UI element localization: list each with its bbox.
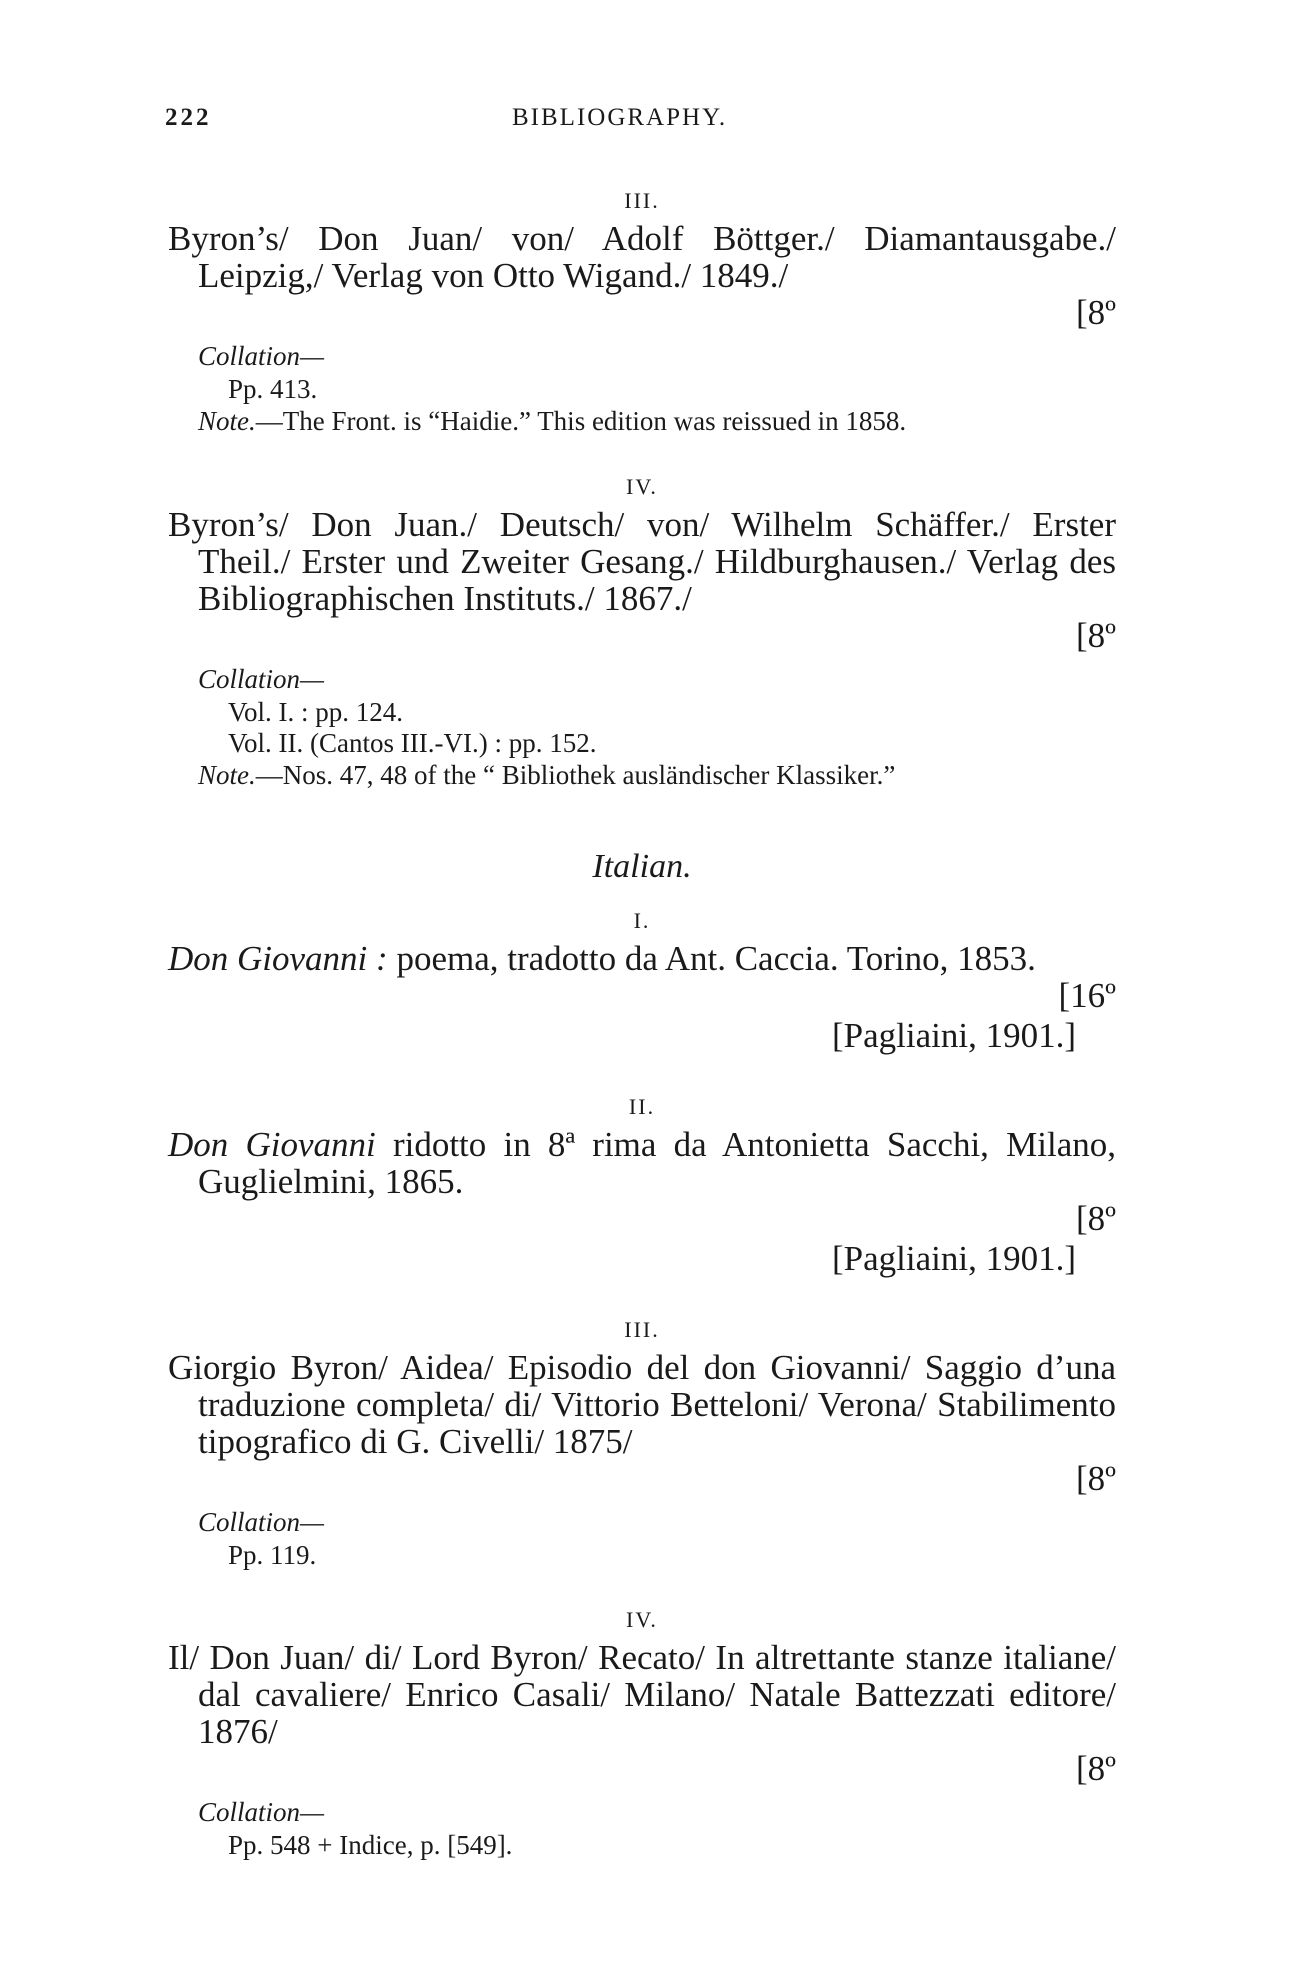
entry-title-text: poema, tradotto da Ant. Caccia. Torino, 1853.: [387, 939, 1036, 978]
page-number: 222: [165, 104, 212, 131]
entry-title: [168, 220, 1116, 294]
format-size: [8º: [1075, 1749, 1116, 1788]
entry-italian-2: [168, 1094, 1116, 1281]
format-line: [168, 1750, 1116, 1787]
collation-label: Collation—: [198, 341, 325, 371]
bibliography-content: [168, 188, 1116, 1897]
note-label: Note.: [198, 406, 256, 436]
format-line: [168, 1200, 1116, 1237]
collation-line: Vol. I. : pp. 124.: [228, 697, 404, 727]
format-line: [168, 294, 1116, 331]
collation-label: Collation—: [198, 664, 325, 694]
entry-number: IV.: [626, 1607, 658, 1632]
note: [168, 405, 1116, 438]
entry-number: IV.: [626, 474, 658, 499]
entry-number: II.: [628, 1094, 656, 1119]
entry-italian-3: [168, 1317, 1116, 1571]
format-line: [168, 617, 1116, 654]
entry-title-text: Il/ Don Juan/ di/ Lord Byron/ Recato/ In altrettante stanze italiane/ dal cavaliere/ Enrico Casali/ Milano/ Natale Battezzati editore/ 1876/: [168, 1638, 1116, 1751]
collation-label: Collation—: [198, 1507, 325, 1537]
format-size: [8º: [1075, 1459, 1116, 1498]
entry-number: I.: [633, 908, 651, 933]
page-header: [165, 104, 1115, 144]
entry-title-italic: Don Giovanni: [168, 1125, 376, 1164]
source-reference: [Pagliaini, 1901.]: [832, 1239, 1076, 1278]
collation-line: Vol. II. (Cantos III.-VI.) : pp. 152.: [228, 728, 597, 758]
format-size: [8º: [1075, 616, 1116, 655]
entry-number: III.: [624, 188, 660, 213]
entry-title: [168, 1639, 1116, 1750]
note: [168, 759, 1116, 792]
collation-line: Pp. 413.: [228, 374, 318, 404]
entry-number: III.: [624, 1317, 660, 1342]
entry-title-text: ridotto in 8ª rima da Antonietta Sacchi, Milano, Guglielmini, 1865.: [198, 1125, 1116, 1201]
entry-title: [168, 1349, 1116, 1460]
format-size: [8º: [1075, 1199, 1116, 1238]
entry-title-text: Giorgio Byron/ Aidea/ Episodio del don Giovanni/ Saggio d’una traduzione completa/ di/ Vittorio Betteloni/ Verona/ Stabilimento tipografico di G. Civelli/ 1875/: [168, 1348, 1116, 1461]
note-label: Note.: [198, 760, 256, 790]
format-line: [168, 1460, 1116, 1497]
entry-title: [168, 940, 1116, 977]
entry-title-text: Byron’s/ Don Juan/ von/ Adolf Böttger./ Diamantausgabe./ Leipzig,/ Verlag von Otto Wigand./ 1849./: [168, 219, 1116, 295]
format-size: [8º: [1075, 293, 1116, 332]
note-text: —Nos. 47, 48 of the “ Bibliothek ausländischer Klassiker.”: [255, 760, 896, 790]
source-reference: [Pagliaini, 1901.]: [832, 1016, 1076, 1055]
entry-german-4: [168, 474, 1116, 792]
entry-title-text: Byron’s/ Don Juan./ Deutsch/ von/ Wilhelm Schäffer./ Erster Theil./ Erster und Zweiter Gesang./ Hildburghausen./ Verlag des Bibliographischen Instituts./ 1867./: [168, 505, 1116, 618]
entry-italian-1: [168, 908, 1116, 1058]
format-size: [16º: [1058, 976, 1116, 1015]
collation-line: Pp. 548 + Indice, p. [549].: [228, 1830, 513, 1860]
entry-title-italic: Don Giovanni :: [168, 939, 388, 978]
note-text: —The Front. is “Haidie.” This edition was reissued in 1858.: [255, 406, 907, 436]
running-head: BIBLIOGRAPHY.: [512, 104, 728, 131]
format-line: [168, 977, 1116, 1014]
entry-title: [168, 1126, 1116, 1200]
collation-line: Pp. 119.: [228, 1540, 317, 1570]
entry-italian-4: [168, 1607, 1116, 1861]
collation-label: Collation—: [198, 1797, 325, 1827]
entry-german-3: [168, 188, 1116, 438]
section-heading-italian: Italian.: [592, 848, 692, 885]
entry-title: [168, 506, 1116, 617]
